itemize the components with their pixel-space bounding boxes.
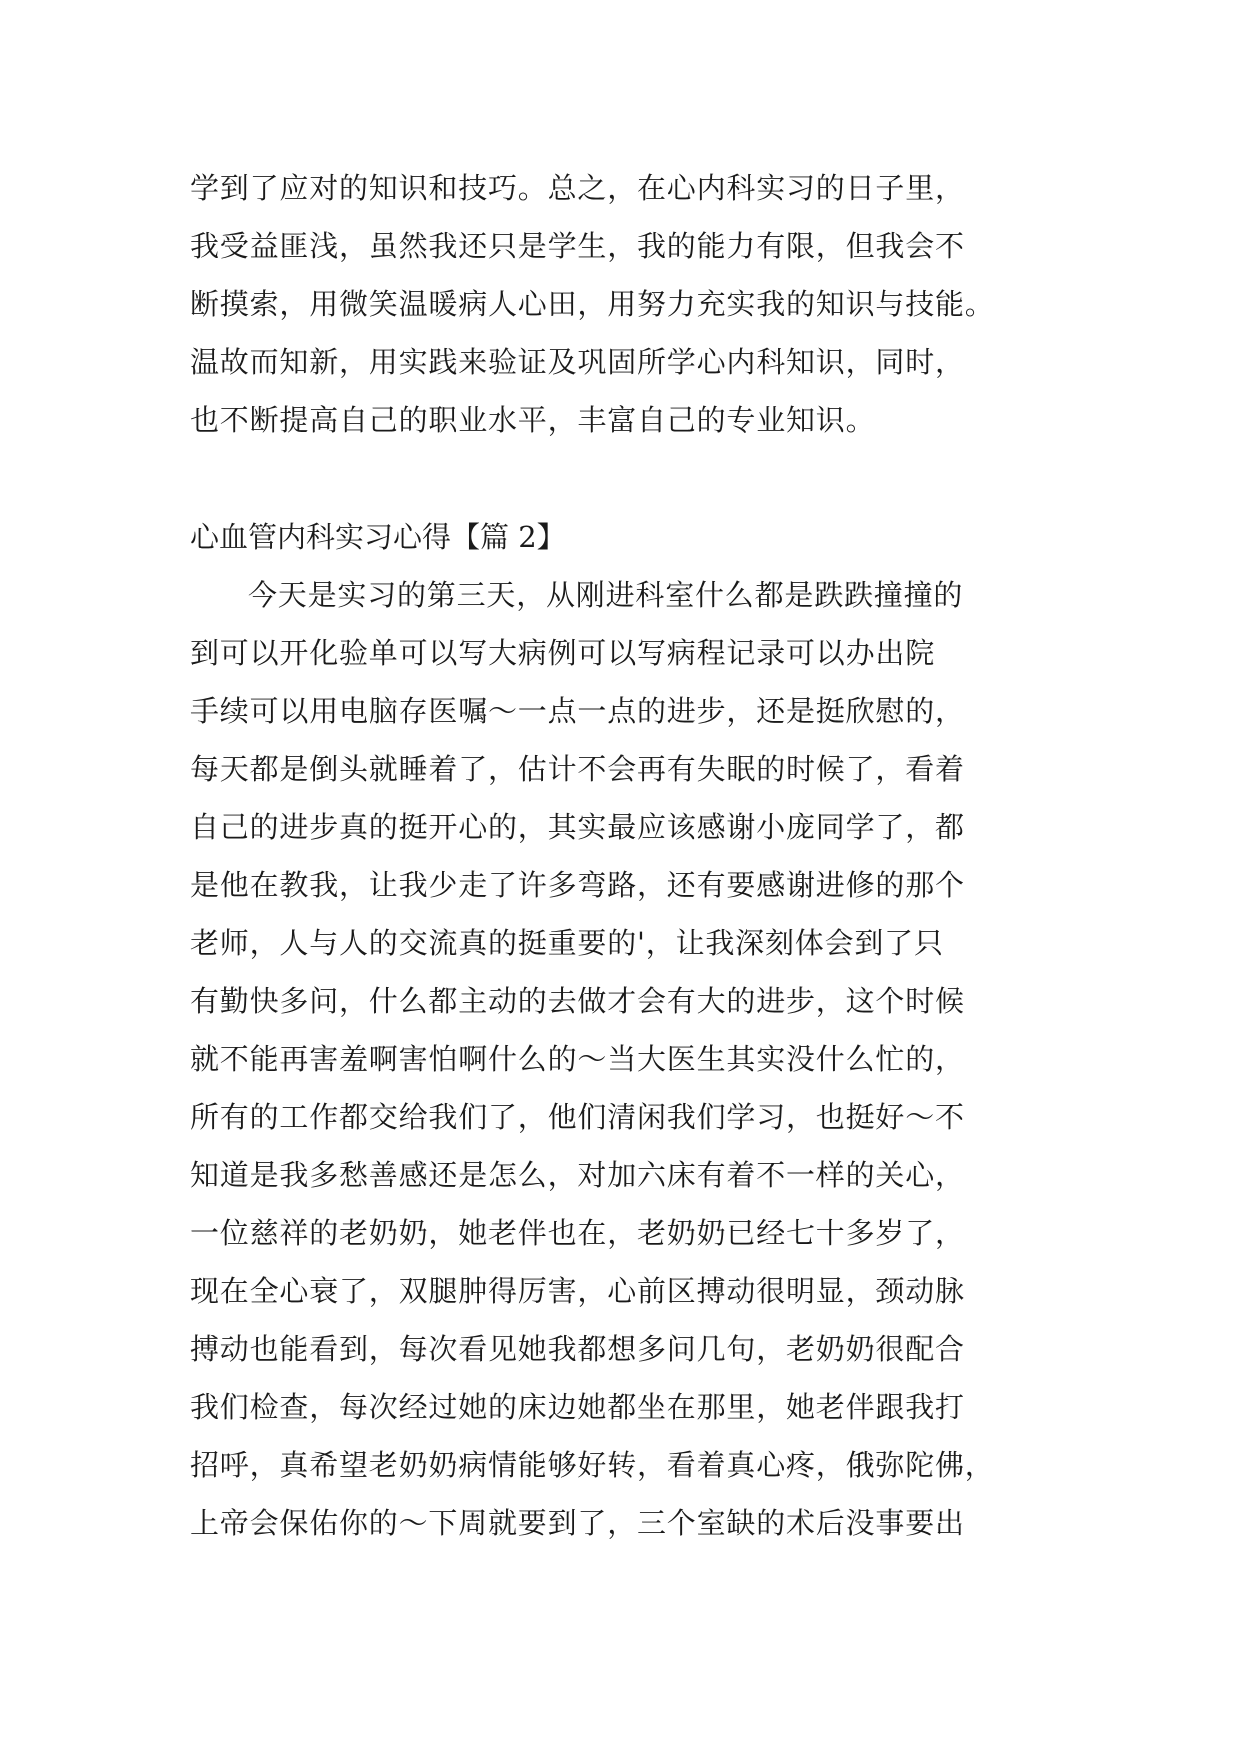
- text-line: 上帝会保佑你的～下周就要到了，三个室缺的术后没事要出: [190, 1506, 965, 1540]
- text-line: 知道是我多愁善感还是怎么，对加六床有着不一样的关心，: [190, 1158, 965, 1192]
- text-line: 也不断提高自己的职业水平，丰富自己的专业知识。: [190, 403, 876, 437]
- text-line: 温故而知新，用实践来验证及巩固所学心内科知识，同时，: [190, 345, 965, 379]
- text-line: 是他在教我，让我少走了许多弯路，还有要感谢进修的那个: [190, 868, 965, 902]
- text-line: 所有的工作都交给我们了，他们清闲我们学习，也挺好～不: [190, 1100, 965, 1134]
- text-line: 老师，人与人的交流真的挺重要的'，让我深刻体会到了只: [190, 926, 944, 960]
- text-line: 我受益匪浅，虽然我还只是学生，我的能力有限，但我会不: [190, 229, 965, 263]
- text-line: 就不能再害羞啊害怕啊什么的～当大医生其实没什么忙的，: [190, 1042, 965, 1076]
- text-line: 有勤快多问，什么都主动的去做才会有大的进步，这个时候: [190, 984, 965, 1018]
- text-line: 现在全心衰了，双腿肿得厉害，心前区搏动很明显，颈动脉: [190, 1274, 965, 1308]
- text-line: 招呼，真希望老奶奶病情能够好转，看着真心疼，俄弥陀佛，: [190, 1448, 995, 1482]
- text-line: 一位慈祥的老奶奶，她老伴也在，老奶奶已经七十多岁了，: [190, 1216, 965, 1250]
- text-line: 到可以开化验单可以写大病例可以写病程记录可以办出院: [190, 636, 936, 670]
- text-line: 手续可以用电脑存医嘱～一点一点的进步，还是挺欣慰的，: [190, 694, 965, 728]
- paragraph-first-line: 今天是实习的第三天，从刚进科室什么都是跌跌撞撞的: [248, 578, 964, 612]
- section-heading: 心血管内科实习心得【篇 2】: [190, 520, 566, 554]
- text-line: 每天都是倒头就睡着了，估计不会再有失眠的时候了，看着: [190, 752, 965, 786]
- text-line: 我们检查，每次经过她的床边她都坐在那里，她老伴跟我打: [190, 1390, 965, 1424]
- text-line: 搏动也能看到，每次看见她我都想多问几句，老奶奶很配合: [190, 1332, 965, 1366]
- text-line: 学到了应对的知识和技巧。总之，在心内科实习的日子里，: [190, 171, 965, 205]
- text-line: 断摸索，用微笑温暖病人心田，用努力充实我的知识与技能。: [190, 287, 995, 321]
- text-line: 自己的进步真的挺开心的，其实最应该感谢小庞同学了，都: [190, 810, 965, 844]
